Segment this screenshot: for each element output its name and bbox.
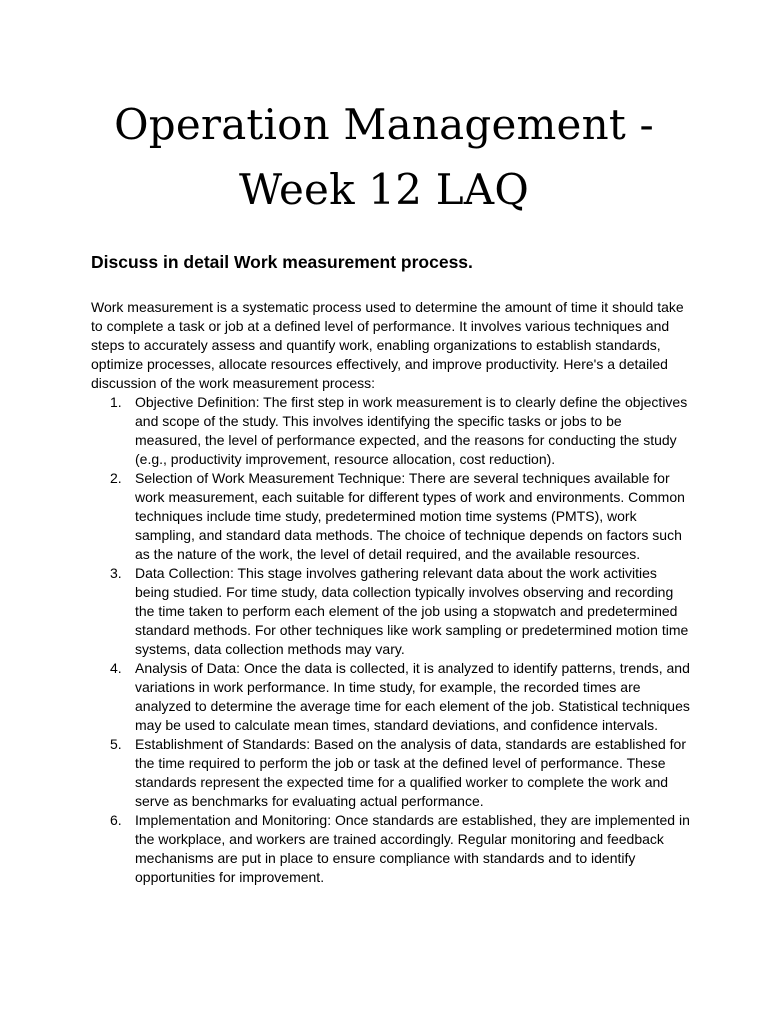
list-item-number: 1. (110, 394, 122, 410)
page-title: Operation Management - Week 12 LAQ (114, 100, 654, 214)
intro-paragraph: Work measurement is a systematic process used to determine the amount of time it should take to complete a task or job at a defined level of performance. It involves various techniques and steps to accurately assess and quantify work, enabling organizations to establish standards, optimize processes, allocate resources effectively, and improve productivity. Here's a detailed discussion of the work measurement process: (91, 299, 684, 391)
question-heading: Discuss in detail Work measurement process. (91, 252, 473, 272)
list-item (91, 469, 691, 564)
list-item-text: Selection of Work Measurement Technique: There are several techniques available for work measurement, each suitable for different types of work and environments. Common techniques include time study, predetermined motion time systems (PMTS), work sampling, and standard data methods. The choice of technique depends on factors such as the nature of the work, the level of detail required, and the available resources. (135, 470, 685, 562)
list-item-number: 2. (110, 470, 122, 486)
list-item-number: 4. (110, 660, 122, 676)
list-item (91, 659, 691, 735)
list-item-text: Data Collection: This stage involves gathering relevant data about the work activities being studied. For time study, data collection typically involves observing and recording the time taken to perform each element of the job using a stopwatch and predetermined standard methods. For other techniques like work sampling or predetermined motion time systems, data collection methods may vary. (135, 565, 689, 657)
list-item-text: Analysis of Data: Once the data is collected, it is analyzed to identify patterns, trends, and variations in work performance. In time study, for example, the recorded times are analyzed to determine the average time for each element of the job. Statistical techniques may be used to calculate mean times, standard deviations, and confidence intervals. (135, 660, 690, 733)
list-item-number: 5. (110, 736, 122, 752)
list-item (91, 564, 691, 659)
list-item (91, 393, 691, 469)
list-item-text: Objective Definition: The first step in work measurement is to clearly define the objectives and scope of the study. This involves identifying the specific tasks or jobs to be measured, the level of performance expected, and the reasons for conducting the study (e.g., productivity improvement, resource allocation, cost reduction). (135, 394, 688, 467)
list-item-number: 6. (110, 812, 122, 828)
list-item-text: Implementation and Monitoring: Once standards are established, they are implemented in the workplace, and workers are trained accordingly. Regular monitoring and feedback mechanisms are put in place to ensure compliance with standards and to identify opportunities for improvement. (135, 812, 690, 885)
list-item-text: Establishment of Standards: Based on the analysis of data, standards are established for the time required to perform the job or task at the defined level of performance. These standards represent the expected time for a qualified worker to complete the work and serve as benchmarks for evaluating actual performance. (135, 736, 686, 809)
list-item (91, 811, 691, 887)
list-item (91, 735, 691, 811)
list-item-number: 3. (110, 565, 122, 581)
steps-list (91, 393, 691, 887)
